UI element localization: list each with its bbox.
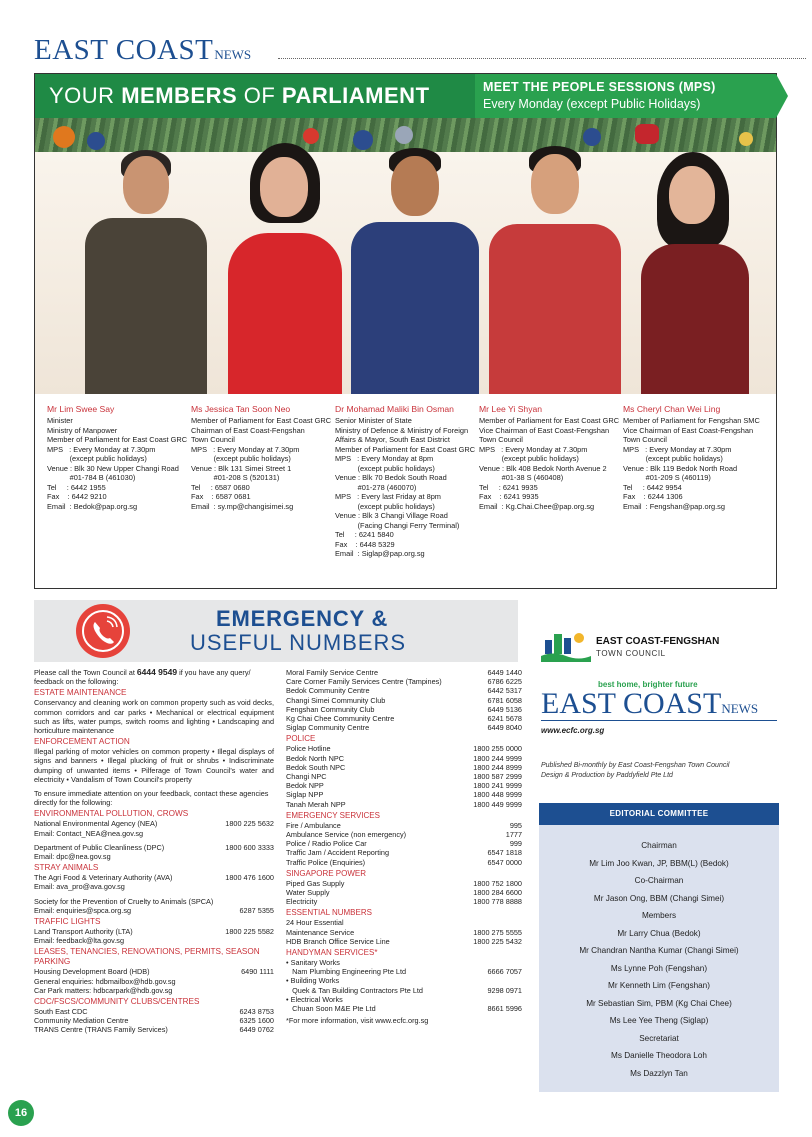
contact-row: Care Corner Family Services Centre (Tampines) 6786 6225 — [286, 677, 522, 687]
contact-row: Moral Family Service Centre 6449 1440 — [286, 668, 522, 677]
contact-row: National Environmental Agency (NEA) 1800 225 5632 — [34, 819, 274, 829]
website-link[interactable]: www.ecfc.org.sg — [541, 726, 605, 735]
editorial-line: Mr Larry Chua (Bedok) — [617, 928, 701, 938]
mp-portrait — [633, 152, 757, 394]
editorial-line: Mr Sebastian Sim, PBM (Kg Chai Chee) — [586, 998, 732, 1008]
phone-icon — [76, 604, 130, 658]
production-line: Design & Production by Paddyfield Pte Ltd — [541, 772, 673, 779]
mp-portrait — [345, 148, 485, 394]
contact-row: Email: ava_pro@ava.gov.sg — [34, 882, 125, 892]
contact-row: Bedok South NPC 1800 244 8999 — [286, 762, 522, 772]
mp-detail-line: Member of Parliament for East Coast GRC — [335, 444, 476, 454]
mp-detail-line: Tel : 6442 1955 — [47, 482, 106, 492]
contact-row: Changi Simei Community Club 6781 6058 — [286, 695, 522, 705]
section-title: POLICE — [286, 734, 316, 744]
editorial-line: Ms Lynne Poh (Fengshan) — [610, 963, 708, 973]
tagline: best home, brighter future — [598, 680, 698, 689]
mp-detail-line: Email : Siglap@pap.org.sg — [335, 549, 425, 558]
mp-detail-line: MPS : Every Monday at 7.30pm — [47, 444, 156, 454]
mp-detail-line: Fax : 6241 9935 — [479, 492, 539, 501]
contact-row: Kg Chai Chee Community Centre 6241 5678 — [286, 714, 522, 724]
publication-info — [541, 761, 729, 781]
editorial-line: Mr Lim Joo Kwan, JP, BBM(L) (Bedok) — [589, 858, 729, 868]
town-council-phone: 6444 9549 — [136, 667, 178, 677]
mp-detail-line: Fax : 6587 0681 — [191, 492, 251, 501]
mp-name: Ms Cheryl Chan Wei Ling — [623, 404, 721, 414]
mp-card — [335, 404, 479, 559]
mp-detail-line: (except public holidays) — [335, 463, 435, 473]
mp-detail-line: MPS : Every last Friday at 8pm — [335, 492, 441, 501]
contact-row: Housing Development Board (HDB) 6490 1111 — [34, 967, 274, 977]
section-title: HANDYMAN SERVICES* — [286, 948, 378, 958]
mp-detail-line: Fax : 6448 5329 — [335, 539, 395, 549]
mps-schedule: Every Monday (except Public Holidays) — [483, 97, 701, 111]
section-text: Conservancy and cleaning work on common property such as void decks, common corridors and car parks • Mechanical or electrical equipment such as lifts, water pumps, switch rooms and lighting • Landscaping and horticulture maintenance — [34, 698, 274, 736]
editorial-line: Secretariat — [639, 1033, 679, 1043]
contact-row: Tanah Merah NPP 1800 449 9999 — [286, 799, 522, 809]
contact-row: Land Transport Authority (LTA) 1800 225 5582 — [34, 927, 274, 937]
town-council-logo — [541, 630, 591, 662]
mp-detail-line: Fax : 6244 1306 — [623, 492, 683, 501]
section-text: Illegal parking of motor vehicles on common property • Illegal displays of signs and banners • Illegal plucking of fruit or shrubs • Indiscriminate dumping of unwanted items • Pilferage of Town Council's water and electricity • Vandalism of Town Council's property — [34, 747, 274, 784]
contact-row: Traffic Jam / Accident Reporting 6547 1818 — [286, 848, 522, 858]
contact-row: Quek & Tan Building Contractors Pte Ltd 9298 0971 — [286, 985, 522, 995]
mp-detail-line: Fax : 6442 9210 — [47, 492, 107, 501]
mp-detail-line: #01-278 (460070) — [335, 482, 417, 492]
contact-row: Siglap Community Centre 6449 8040 — [286, 723, 522, 733]
page-number: 16 — [8, 1100, 34, 1126]
mp-detail-line: Tel : 6241 9935 — [479, 482, 538, 492]
mp-detail-line: Tel : 6442 9954 — [623, 482, 682, 492]
mp-section — [34, 73, 777, 589]
masthead — [34, 34, 251, 67]
mp-detail-line: Tel : 6241 5840 — [335, 530, 394, 539]
mp-name: Ms Jessica Tan Soon Neo — [191, 404, 291, 414]
editorial-line: Ms Lee Yee Theng (Siglap) — [609, 1016, 709, 1025]
mp-detail-line: Email : Bedok@pap.org.sg — [47, 501, 138, 511]
mp-detail-line: #01-784 B (461030) — [47, 473, 136, 482]
contact-row: Bedok Community Centre 6442 5317 — [286, 686, 522, 696]
contact-row: Email: feedback@lta.gov.sg — [34, 936, 125, 946]
contact-row: Police Hotline 1800 255 0000 — [286, 744, 522, 754]
mp-detail-line: Member of Parliament for Fengshan SMC — [623, 416, 760, 425]
editorial-list — [539, 837, 779, 1082]
mp-banner-title: YOUR MEMBERS OF PARLIAMENT — [49, 83, 430, 108]
editorial-line: Chairman — [641, 841, 677, 850]
emergency-subtitle: USEFUL NUMBERS — [190, 630, 407, 655]
mp-detail-line: Vice Chairman of East Coast-Fengshan — [623, 425, 754, 435]
masthead-title: EAST COAST — [34, 34, 214, 66]
contact-row: Changi NPC 1800 587 2999 — [286, 772, 522, 782]
masthead-news: NEWS — [214, 47, 252, 62]
section-title: CDC/FSCS/COMMUNITY CLUBS/CENTRES — [34, 997, 200, 1007]
contact-row: South East CDC 6243 8753 — [34, 1007, 274, 1017]
section-title: STRAY ANIMALS — [34, 863, 99, 873]
section-title: LEASES, TENANCIES, RENOVATIONS, PERMITS, SEASON PARKING — [34, 947, 260, 967]
mp-detail-line: Venue : Blk 3 Changi Village Road — [335, 511, 448, 520]
contact-row: • Electrical Works — [286, 994, 343, 1004]
editorial-line: Mr Chandran Nantha Kumar (Changi Simei) — [579, 946, 739, 955]
masthead-secondary-news: NEWS — [721, 701, 759, 716]
ornament-icon — [353, 130, 373, 150]
mp-detail-line: Town Council — [623, 435, 667, 444]
masthead-secondary-rule — [541, 720, 777, 721]
contact-row: • Sanitary Works — [286, 958, 340, 968]
mp-detail-line: (except public holidays) — [623, 454, 723, 463]
mp-detail-line: (except public holidays) — [191, 454, 291, 463]
mp-detail-line: (except public holidays) — [47, 454, 147, 463]
mp-card — [623, 404, 767, 559]
masthead-rule — [278, 58, 806, 59]
mp-detail-line: Venue : Blk 30 New Upper Changi Road — [47, 463, 179, 473]
contact-row: Siglap NPP 1800 448 9999 — [286, 790, 522, 800]
town-council-name: EAST COAST-FENGSHAN — [596, 636, 720, 647]
mp-detail-line: #01-209 S (460119) — [623, 473, 711, 482]
contact-row: Fengshan Community Club 6449 5136 — [286, 704, 522, 714]
section-title: EMERGENCY SERVICES — [286, 810, 380, 820]
mp-detail-line: (except public holidays) — [335, 501, 435, 511]
contact-row: Email: enquiries@spca.org.sg 6287 5355 — [34, 905, 274, 915]
mp-detail-line: Venue : Blk 119 Bedok North Road — [623, 463, 738, 473]
publication-line: Published Bi-monthly by East Coast-Fengshan Town Council — [541, 762, 730, 769]
mp-portrait — [75, 136, 215, 394]
section-title: ESSENTIAL NUMBERS — [286, 908, 372, 918]
editorial-heading: EDITORIAL COMMITTEE — [539, 803, 779, 825]
editorial-line: Mr Jason Ong, BBM (Changi Simei) — [593, 893, 725, 903]
masthead-secondary — [541, 687, 758, 721]
section-title: ENVIRONMENTAL POLLUTION, CROWS — [34, 809, 189, 819]
section-title: ESTATE MAINTENANCE — [34, 688, 127, 698]
contacts-column-right — [286, 668, 522, 1026]
mp-card — [47, 404, 191, 559]
mp-details — [47, 404, 767, 559]
mp-card — [479, 404, 623, 559]
footnote: *For more information, visit www.ecfc.org.sg — [286, 1016, 429, 1026]
mp-detail-line: Tel : 6587 0680 — [191, 482, 250, 492]
ornament-icon — [739, 132, 753, 146]
ornament-icon — [395, 126, 413, 144]
contact-row: Community Mediation Centre 6325 1600 — [34, 1016, 274, 1026]
section-text: To ensure immediate attention on your feedback, contact these agencies directly for the following: — [34, 789, 269, 808]
contact-row: Water Supply 1800 284 6600 — [286, 888, 522, 898]
mps-banner — [475, 74, 776, 118]
editorial-line: Ms Danielle Theodora Loh — [611, 1051, 707, 1060]
mp-name: Dr Mohamad Maliki Bin Osman — [335, 404, 454, 414]
contact-row: Email: Contact_NEA@nea.gov.sg — [34, 828, 144, 838]
editorial-line: Co-Chairman — [634, 876, 684, 885]
mp-portrait — [220, 143, 350, 394]
contact-row: TRANS Centre (TRANS Family Services) 6449 0762 — [34, 1025, 274, 1035]
mp-detail-line: Email : Fengshan@pap.org.sg — [623, 501, 725, 511]
mp-card — [191, 404, 335, 559]
mp-detail-line: Venue : Blk 70 Bedok South Road — [335, 473, 447, 482]
contact-row: Maintenance Service 1800 275 5555 — [286, 927, 522, 937]
contact-row: Bedok NPP 1800 241 9999 — [286, 781, 522, 791]
contact-row: Bedok North NPC 1800 244 9999 — [286, 753, 522, 763]
contact-row: • Building Works — [286, 976, 340, 986]
mp-detail-line: Ministry of Defence & Ministry of Foreign — [335, 425, 469, 435]
editorial-committee — [539, 803, 779, 1092]
contact-row: Fire / Ambulance 995 — [286, 820, 522, 830]
ornament-icon — [303, 128, 319, 144]
mp-detail-line: Ministry of Manpower — [47, 425, 118, 435]
contact-row: Ambulance Service (non emergency) 1777 — [286, 830, 522, 840]
mp-detail-line: MPS : Every Monday at 7.30pm — [191, 444, 300, 454]
contact-row: Piped Gas Supply 1800 752 1800 — [286, 878, 522, 888]
contacts-column-left — [34, 668, 274, 1035]
section-title: TRAFFIC LIGHTS — [34, 917, 101, 927]
mp-detail-line: Vice Chairman of East Coast-Fengshan — [479, 425, 610, 435]
ornament-icon — [635, 124, 659, 144]
contact-row: Nam Plumbing Engineering Pte Ltd 6666 7057 — [286, 967, 522, 977]
mp-detail-line: Member of Parliament for East Coast GRC — [479, 416, 620, 425]
section-title: ENFORCEMENT ACTION — [34, 737, 130, 747]
masthead-secondary-title: EAST COAST — [541, 687, 722, 720]
editorial-line: Members — [641, 911, 677, 920]
mp-name: Mr Lim Swee Say — [47, 404, 115, 414]
contact-row: Police / Radio Police Car 999 — [286, 839, 522, 849]
mp-detail-line: (Facing Changi Ferry Terminal) — [335, 520, 460, 530]
mp-detail-line: Town Council — [191, 435, 235, 444]
contact-row: Chuan Soon M&E Pte Ltd 8661 5996 — [286, 1004, 522, 1014]
mp-detail-line: MPS : Every Monday at 7.30pm — [623, 444, 732, 454]
contact-row: Car Park matters: hdbcarpark@hdb.gov.sg — [34, 985, 173, 995]
contact-row: Department of Public Cleanliness (DPC) 1800 600 3333 — [34, 842, 274, 852]
mp-detail-line: Email : Kg.Chai.Chee@pap.org.sg — [479, 501, 595, 511]
contact-row: Electricity 1800 778 8888 — [286, 897, 522, 907]
mp-detail-line: #01-38 S (460408) — [479, 473, 564, 482]
editorial-line: Ms Dazzlyn Tan — [630, 1068, 688, 1078]
mp-detail-line: MPS : Every Monday at 7.30pm — [479, 444, 588, 454]
mp-detail-line: Senior Minister of State — [335, 416, 412, 425]
contact-row: HDB Branch Office Service Line 1800 225 5432 — [286, 936, 522, 946]
mp-detail-line: MPS : Every Monday at 8pm — [335, 454, 434, 463]
contact-row: 24 Hour Essential — [286, 918, 344, 928]
intro-text: Please call the Town Council at 6444 9549 if you have any query/ feedback on the following: — [34, 667, 251, 687]
mp-banner — [35, 74, 776, 118]
contact-row: Traffic Police (Enquiries) 6547 0000 — [286, 857, 522, 867]
mp-detail-line: Chairman of East Coast-Fengshan — [191, 425, 305, 435]
mp-detail-line: Venue : Blk 408 Bedok North Avenue 2 — [479, 463, 607, 473]
mp-portrait — [485, 144, 625, 394]
mp-detail-line: Affairs & Mayor, South East District — [335, 435, 450, 444]
contact-row: General enquiries: hdbmailbox@hdb.gov.sg — [34, 976, 176, 986]
mp-detail-line: Email : sy.mp@changisimei.sg — [191, 501, 294, 511]
mp-name: Mr Lee Yi Shyan — [479, 404, 543, 414]
mp-detail-line: Member of Parliament for East Coast GRC — [191, 416, 332, 425]
mp-detail-line: #01-208 S (520131) — [191, 473, 280, 482]
contact-row: Email: dpc@nea.gov.sg — [34, 852, 111, 862]
mp-detail-line: Minister — [47, 416, 73, 425]
contact-row: Society for the Prevention of Cruelty to Animals (SPCA) — [34, 896, 214, 906]
mp-group-photo — [35, 118, 776, 394]
mp-detail-line: (except public holidays) — [479, 454, 579, 463]
mps-title: MEET THE PEOPLE SESSIONS (MPS) — [483, 80, 716, 94]
town-council-subtitle: TOWN COUNCIL — [596, 649, 666, 658]
contact-row: The Agri Food & Veterinary Authority (AVA) 1800 476 1600 — [34, 873, 274, 883]
mp-detail-line: Town Council — [479, 435, 523, 444]
editorial-line: Mr Kenneth Lim (Fengshan) — [608, 981, 710, 990]
mp-detail-line: Venue : Blk 131 Simei Street 1 — [191, 463, 292, 473]
ornament-icon — [53, 126, 75, 148]
mp-detail-line: Member of Parliament for East Coast GRC — [47, 435, 188, 444]
emergency-title: EMERGENCY & — [216, 606, 389, 631]
section-title: SINGAPORE POWER — [286, 868, 367, 878]
emergency-header — [34, 600, 518, 662]
